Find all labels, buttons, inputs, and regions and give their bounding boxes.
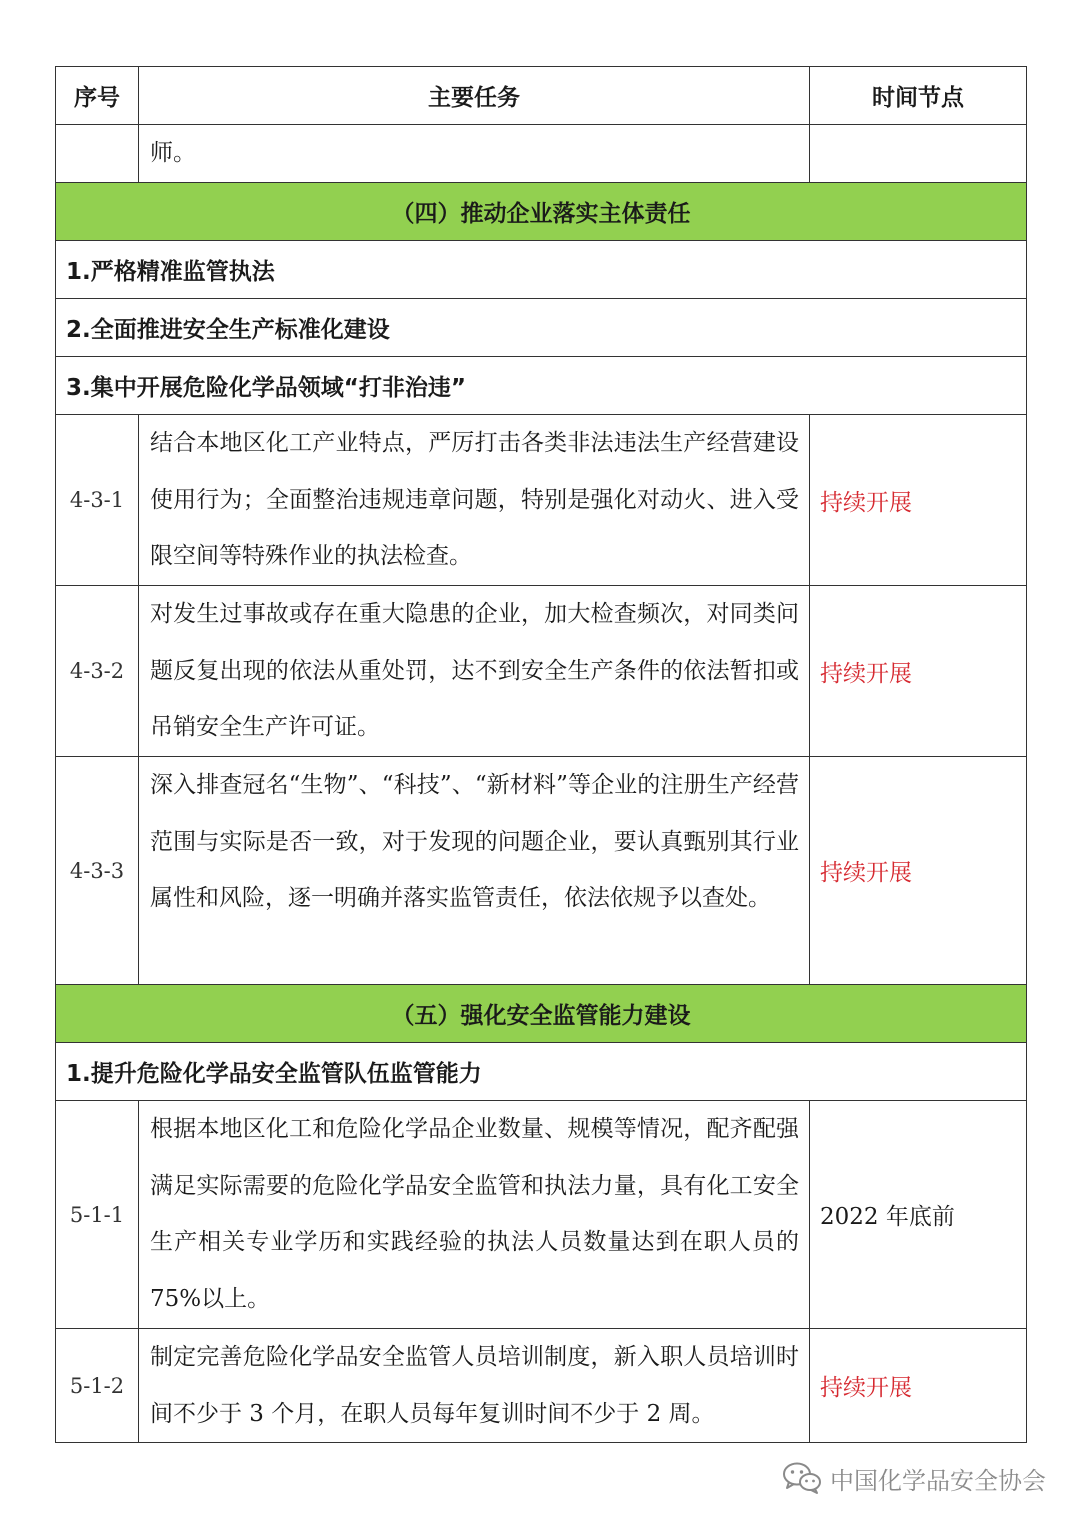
table-row: [56, 586, 1027, 757]
watermark: [782, 1458, 1046, 1498]
task-id: 4-3-1: [56, 415, 139, 586]
task-id: 4-3-3: [56, 757, 139, 985]
subsection-row: [56, 357, 1027, 415]
task-time: 持续开展: [810, 1329, 1027, 1443]
task-time: 持续开展: [810, 757, 1027, 985]
task-time: 持续开展: [810, 586, 1027, 757]
section-title: （五）强化安全监管能力建设: [56, 985, 1027, 1043]
subsection-row: [56, 1043, 1027, 1101]
subsection-row: [56, 241, 1027, 299]
task-text: 对发生过事故或存在重大隐患的企业，加大检查频次，对同类问题反复出现的依法从重处罚，达不到安全生产条件的依法暂扣或吊销安全生产许可证。: [139, 586, 810, 757]
continuation-row: [56, 125, 1027, 183]
task-id: 5-1-2: [56, 1329, 139, 1443]
table-row: [56, 1101, 1027, 1329]
subsection-row: [56, 299, 1027, 357]
subsection-title: 1.严格精准监管执法: [56, 241, 1027, 299]
header-row: [56, 67, 1027, 125]
task-time: 2022 年底前: [810, 1101, 1027, 1329]
task-id: 5-1-1: [56, 1101, 139, 1329]
wechat-icon: [782, 1461, 822, 1495]
subsection-title: 1.提升危险化学品安全监管队伍监管能力: [56, 1043, 1027, 1101]
table-row: [56, 757, 1027, 985]
task-text: 深入排查冠名“生物”、“科技”、“新材料”等企业的注册生产经营范围与实际是否一致，对于发现的问题企业，要认真甄别其行业属性和风险，逐一明确并落实监管责任，依法依规予以查处。: [139, 757, 810, 985]
continuation-task: 师。: [139, 125, 810, 183]
section-title: （四）推动企业落实主体责任: [56, 183, 1027, 241]
continuation-time: [810, 125, 1027, 183]
section-row: [56, 985, 1027, 1043]
task-table: [55, 66, 1027, 1443]
task-text: 结合本地区化工产业特点，严厉打击各类非法违法生产经营建设使用行为；全面整治违规违章问题，特别是强化对动火、进入受限空间等特殊作业的执法检查。: [139, 415, 810, 586]
continuation-id: [56, 125, 139, 183]
task-text: 制定完善危险化学品安全监管人员培训制度，新入职人员培训时间不少于 3 个月，在职人员每年复训时间不少于 2 周。: [139, 1329, 810, 1443]
table-row: [56, 1329, 1027, 1443]
task-id: 4-3-2: [56, 586, 139, 757]
table-row: [56, 415, 1027, 586]
section-row: [56, 183, 1027, 241]
task-time: 持续开展: [810, 415, 1027, 586]
header-task: 主要任务: [139, 67, 810, 125]
subsection-title: 2.全面推进安全生产标准化建设: [56, 299, 1027, 357]
header-time: 时间节点: [810, 67, 1027, 125]
task-text: 根据本地区化工和危险化学品企业数量、规模等情况，配齐配强满足实际需要的危险化学品安全监管和执法力量，具有化工安全生产相关专业学历和实践经验的执法人员数量达到在职人员的 75%以上。: [139, 1101, 810, 1329]
subsection-title: 3.集中开展危险化学品领域“打非治违”: [56, 357, 1027, 415]
watermark-text: 中国化学品安全协会: [830, 1466, 1046, 1495]
header-id: 序号: [56, 67, 139, 125]
